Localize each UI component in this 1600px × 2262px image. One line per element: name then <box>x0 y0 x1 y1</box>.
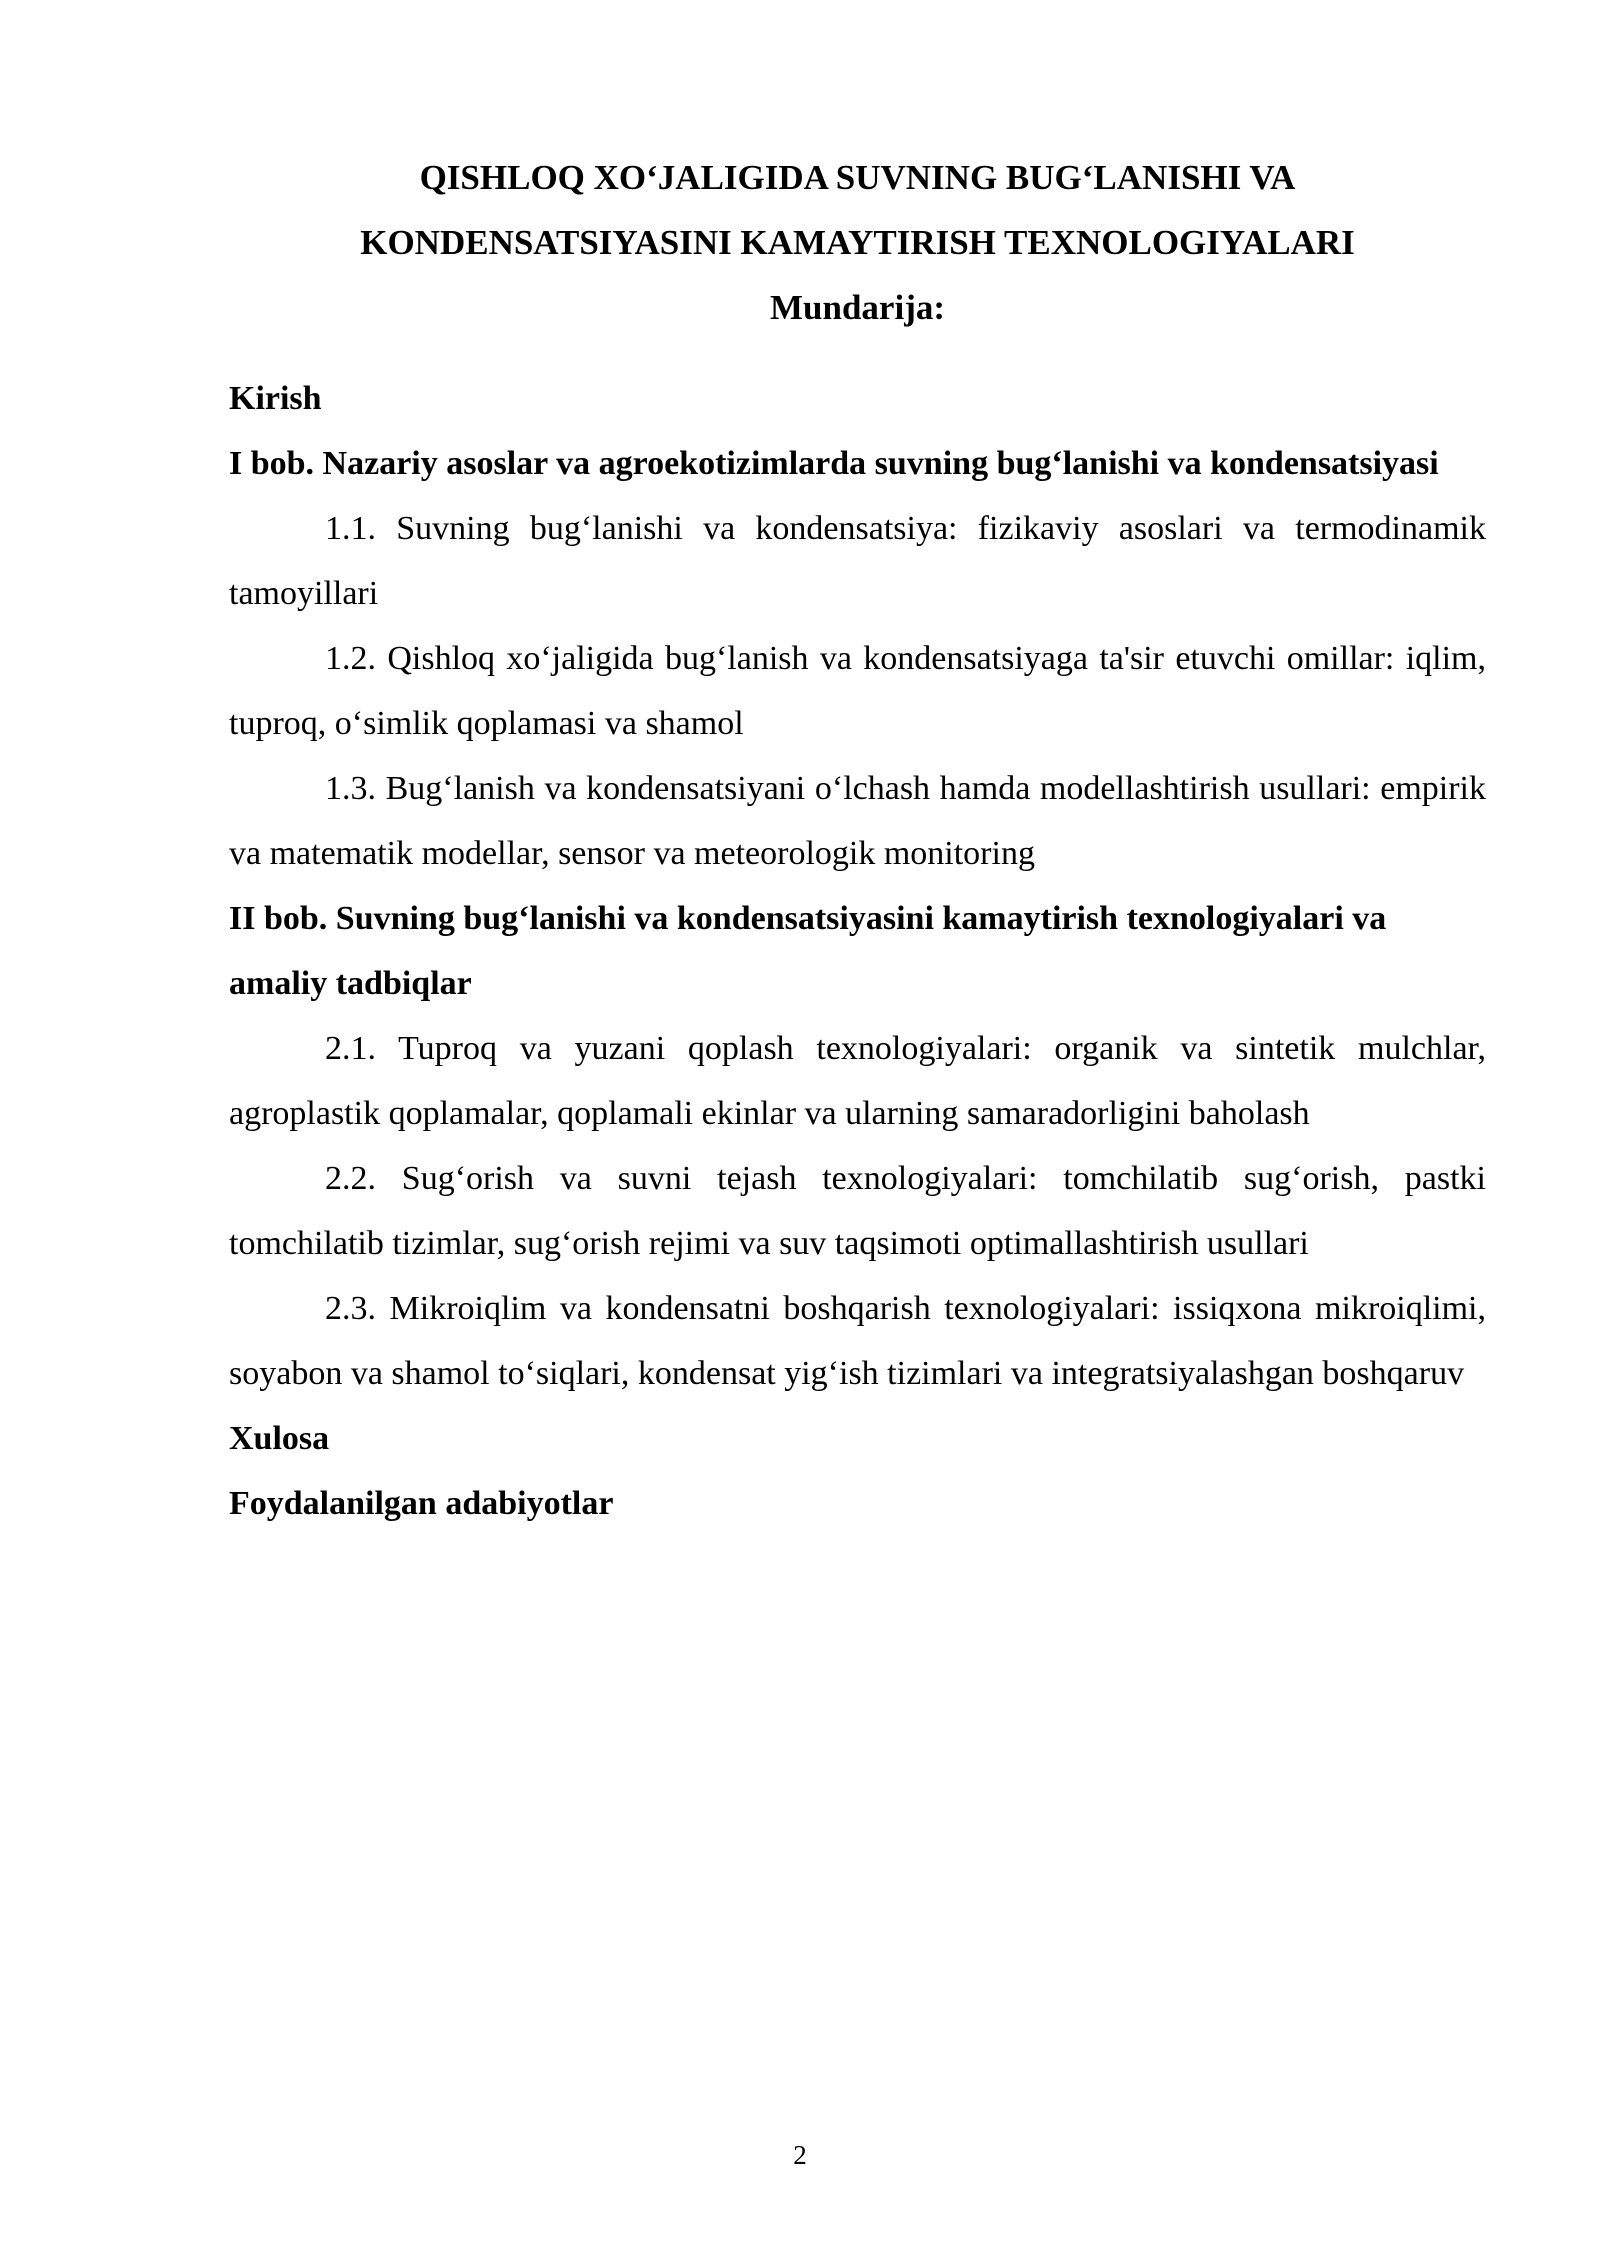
title-line-1: QISHLOQ XO‘JALIGIDA SUVNING BUG‘LANISHI VA <box>419 158 1296 197</box>
title-line-2: KONDENSATSIYASINI KAMAYTIRISH TEXNOLOGIYALARI <box>360 223 1355 262</box>
toc-item-introduction: Kirish <box>229 380 322 417</box>
toc-item-chapter-2: II bob. Suvning bug‘lanishi va kondensatsiyasini kamaytirish texnologiyalari va amaliy tadbiqlar <box>229 900 1387 1002</box>
toc-item-section-2-1: 2.1. Tuproq va yuzani qoplash texnologiyalari: organik va sintetik mulchlar, agroplastik qoplamalar, qoplamali ekinlar va ularning samaradorligini baholash <box>229 1030 1486 1132</box>
toc-item-section-1-1: 1.1. Suvning bug‘lanishi va kondensatsiya: fizikaviy asoslari va termodinamik tamoyillari <box>229 510 1486 612</box>
toc-item-section-2-3: 2.3. Mikroiqlim va kondensatni boshqarish texnologiyalari: issiqxona mikroiqlimi, soyabon va shamol to‘siqlari, kondensat yig‘ish tizimlari va integratsiyalashgan boshqaruv <box>229 1290 1486 1392</box>
document-title <box>229 145 1486 275</box>
toc-item-chapter-1: I bob. Nazariy asoslar va agroekotizimlarda suvning bug‘lanishi va kondensatsiyasi <box>229 445 1439 482</box>
page-number: 2 <box>793 2140 807 2170</box>
toc-item-section-1-2: 1.2. Qishloq xo‘jaligida bug‘lanish va kondensatsiyaga ta'sir etuvchi omillar: iqlim, tuproq, o‘simlik qoplamasi va shamol <box>229 640 1486 742</box>
toc-item-section-1-3: 1.3. Bug‘lanish va kondensatsiyani o‘lchash hamda modellashtirish usullari: empirik va matematik modellar, sensor va meteorologik monitoring <box>229 770 1486 872</box>
toc-heading: Mundarija: <box>770 288 945 327</box>
toc-item-section-2-2: 2.2. Sug‘orish va suvni tejash texnologiyalari: tomchilatib sug‘orish, pastki tomchilatib tizimlar, sug‘orish rejimi va suv taqsimoti optimallashtirish usullari <box>229 1160 1486 1262</box>
page-content <box>229 145 1486 1536</box>
toc-item-conclusion: Xulosa <box>229 1420 330 1457</box>
toc-item-references: Foydalanilgan adabiyotlar <box>229 1485 614 1522</box>
table-of-contents <box>229 366 1486 1536</box>
